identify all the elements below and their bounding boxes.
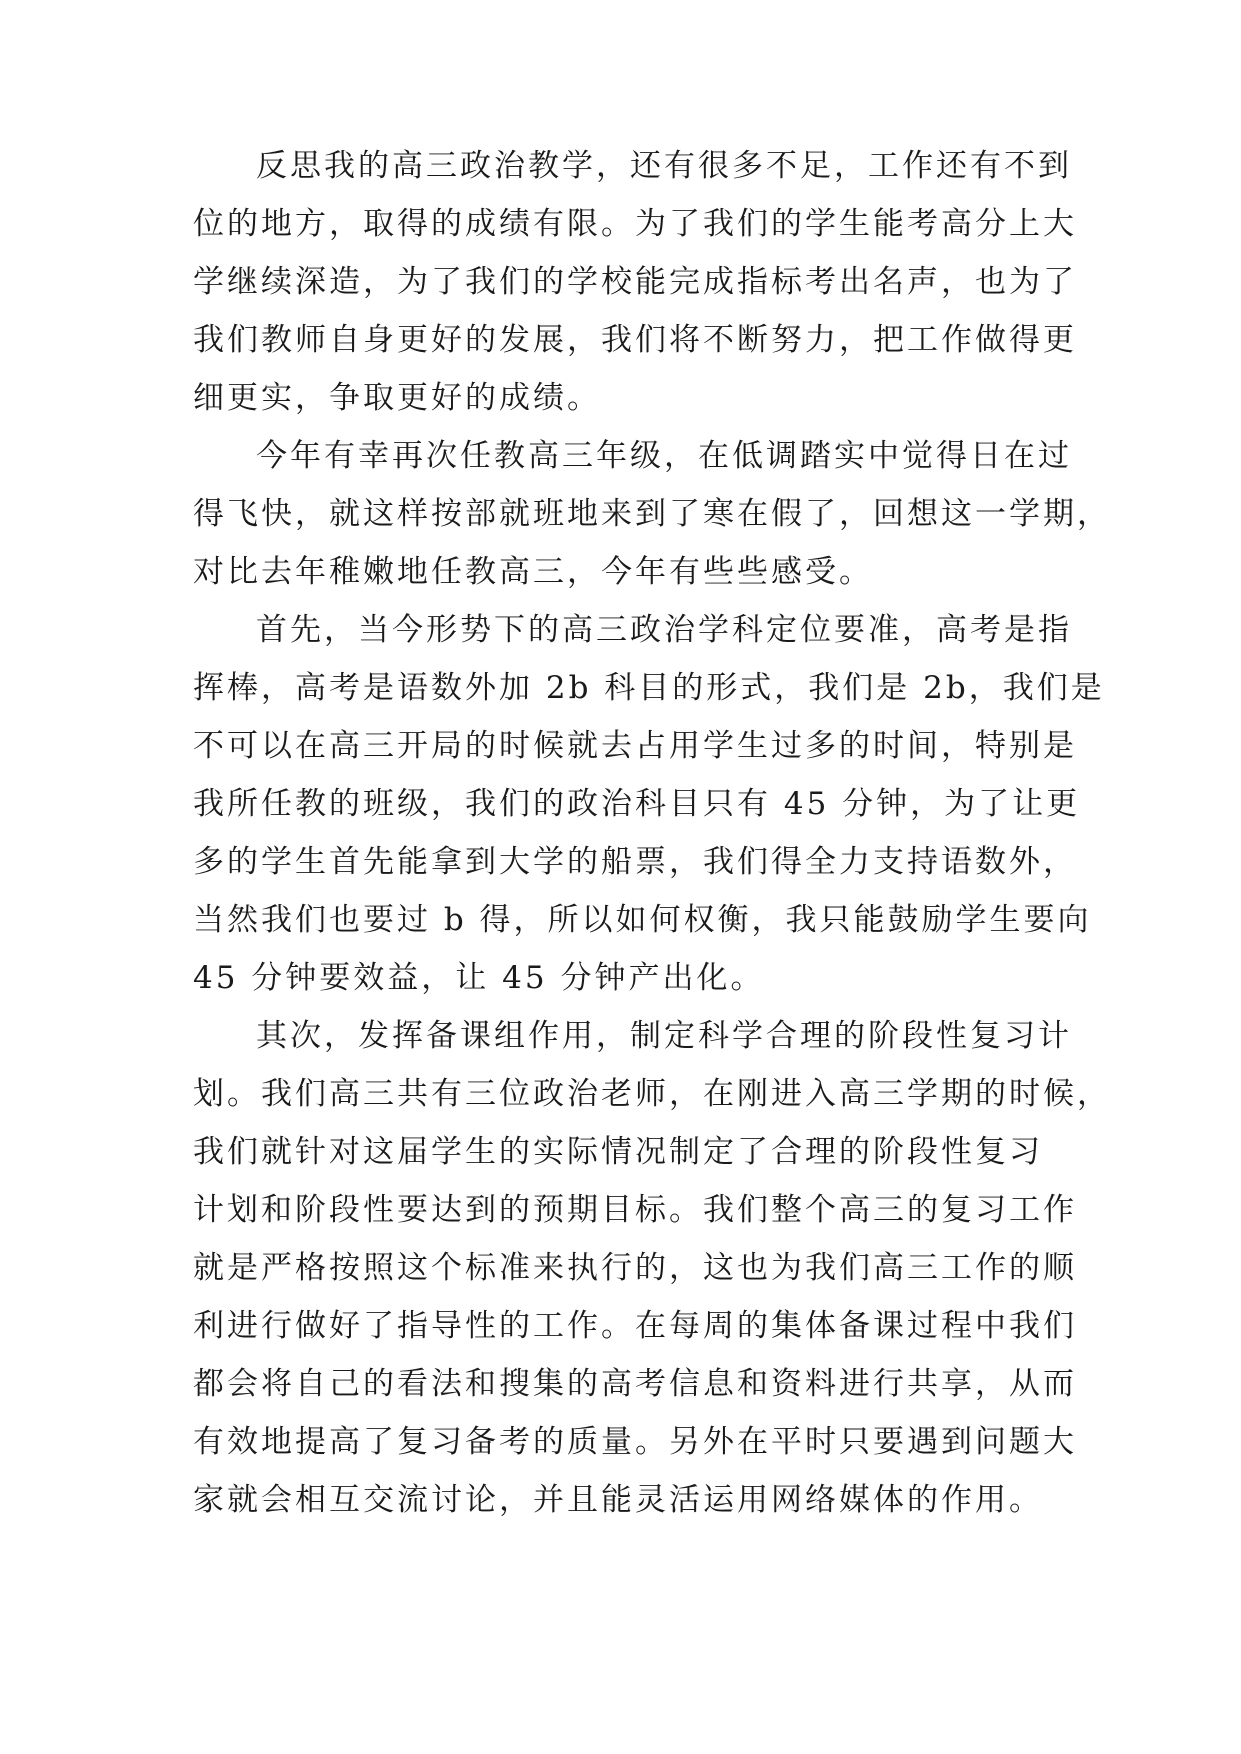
paragraph-3-line-1: 首先，当今形势下的高三政治学科定位要准，高考是指 [256, 612, 1072, 648]
paragraph-3-line-5: 多的学生首先能拿到大学的船票，我们得全力支持语数外， [193, 844, 1077, 880]
paragraph-1-line-3: 学继续深造，为了我们的学校能完成指标考出名声，也为了 [193, 264, 1077, 300]
paragraph-3-line-4: 我所任教的班级，我们的政治科目只有 45 分钟，为了让更 [193, 786, 1081, 822]
paragraph-4-line-2: 划。我们高三共有三位政治老师，在刚进入高三学期的时候， [193, 1076, 1111, 1112]
paragraph-3-line-3: 不可以在高三开局的时候就去占用学生过多的时间，特别是 [193, 728, 1077, 764]
paragraph-3-line-7: 45 分钟要效益，让 45 分钟产出化。 [193, 960, 765, 996]
paragraph-2-line-3: 对比去年稚嫩地任教高三，今年有些些感受。 [193, 554, 873, 590]
paragraph-4-line-8: 有效地提高了复习备考的质量。另外在平时只要遇到问题大 [193, 1424, 1077, 1460]
paragraph-4-line-4: 计划和阶段性要达到的预期目标。我们整个高三的复习工作 [193, 1192, 1077, 1228]
paragraph-4-line-6: 利进行做好了指导性的工作。在每周的集体备课过程中我们 [193, 1308, 1077, 1344]
paragraph-4-line-7: 都会将自己的看法和搜集的高考信息和资料进行共享，从而 [193, 1366, 1077, 1402]
paragraph-4-line-5: 就是严格按照这个标准来执行的，这也为我们高三工作的顺 [193, 1250, 1077, 1286]
paragraph-3-line-6: 当然我们也要过 b 得，所以如何权衡，我只能鼓励学生要向 [193, 902, 1092, 938]
paragraph-1-line-4: 我们教师自身更好的发展，我们将不断努力，把工作做得更 [193, 322, 1077, 358]
paragraph-2-line-2: 得飞快，就这样按部就班地来到了寒在假了，回想这一学期， [193, 496, 1111, 532]
paragraph-1-line-5: 细更实，争取更好的成绩。 [193, 380, 601, 416]
paragraph-3-line-2: 挥棒，高考是语数外加 2b 科目的形式，我们是 2b，我们是 [193, 670, 1105, 706]
paragraph-4-line-3: 我们就针对这届学生的实际情况制定了合理的阶段性复习 [193, 1134, 1043, 1170]
paragraph-4-line-9: 家就会相互交流讨论，并且能灵活运用网络媒体的作用。 [193, 1482, 1043, 1518]
paragraph-1-line-2: 位的地方，取得的成绩有限。为了我们的学生能考高分上大 [193, 206, 1077, 242]
paragraph-2-line-1: 今年有幸再次任教高三年级，在低调踏实中觉得日在过 [256, 438, 1072, 474]
paragraph-4-line-1: 其次，发挥备课组作用，制定科学合理的阶段性复习计 [256, 1018, 1072, 1054]
paragraph-1-line-1: 反思我的高三政治教学，还有很多不足，工作还有不到 [256, 148, 1072, 184]
